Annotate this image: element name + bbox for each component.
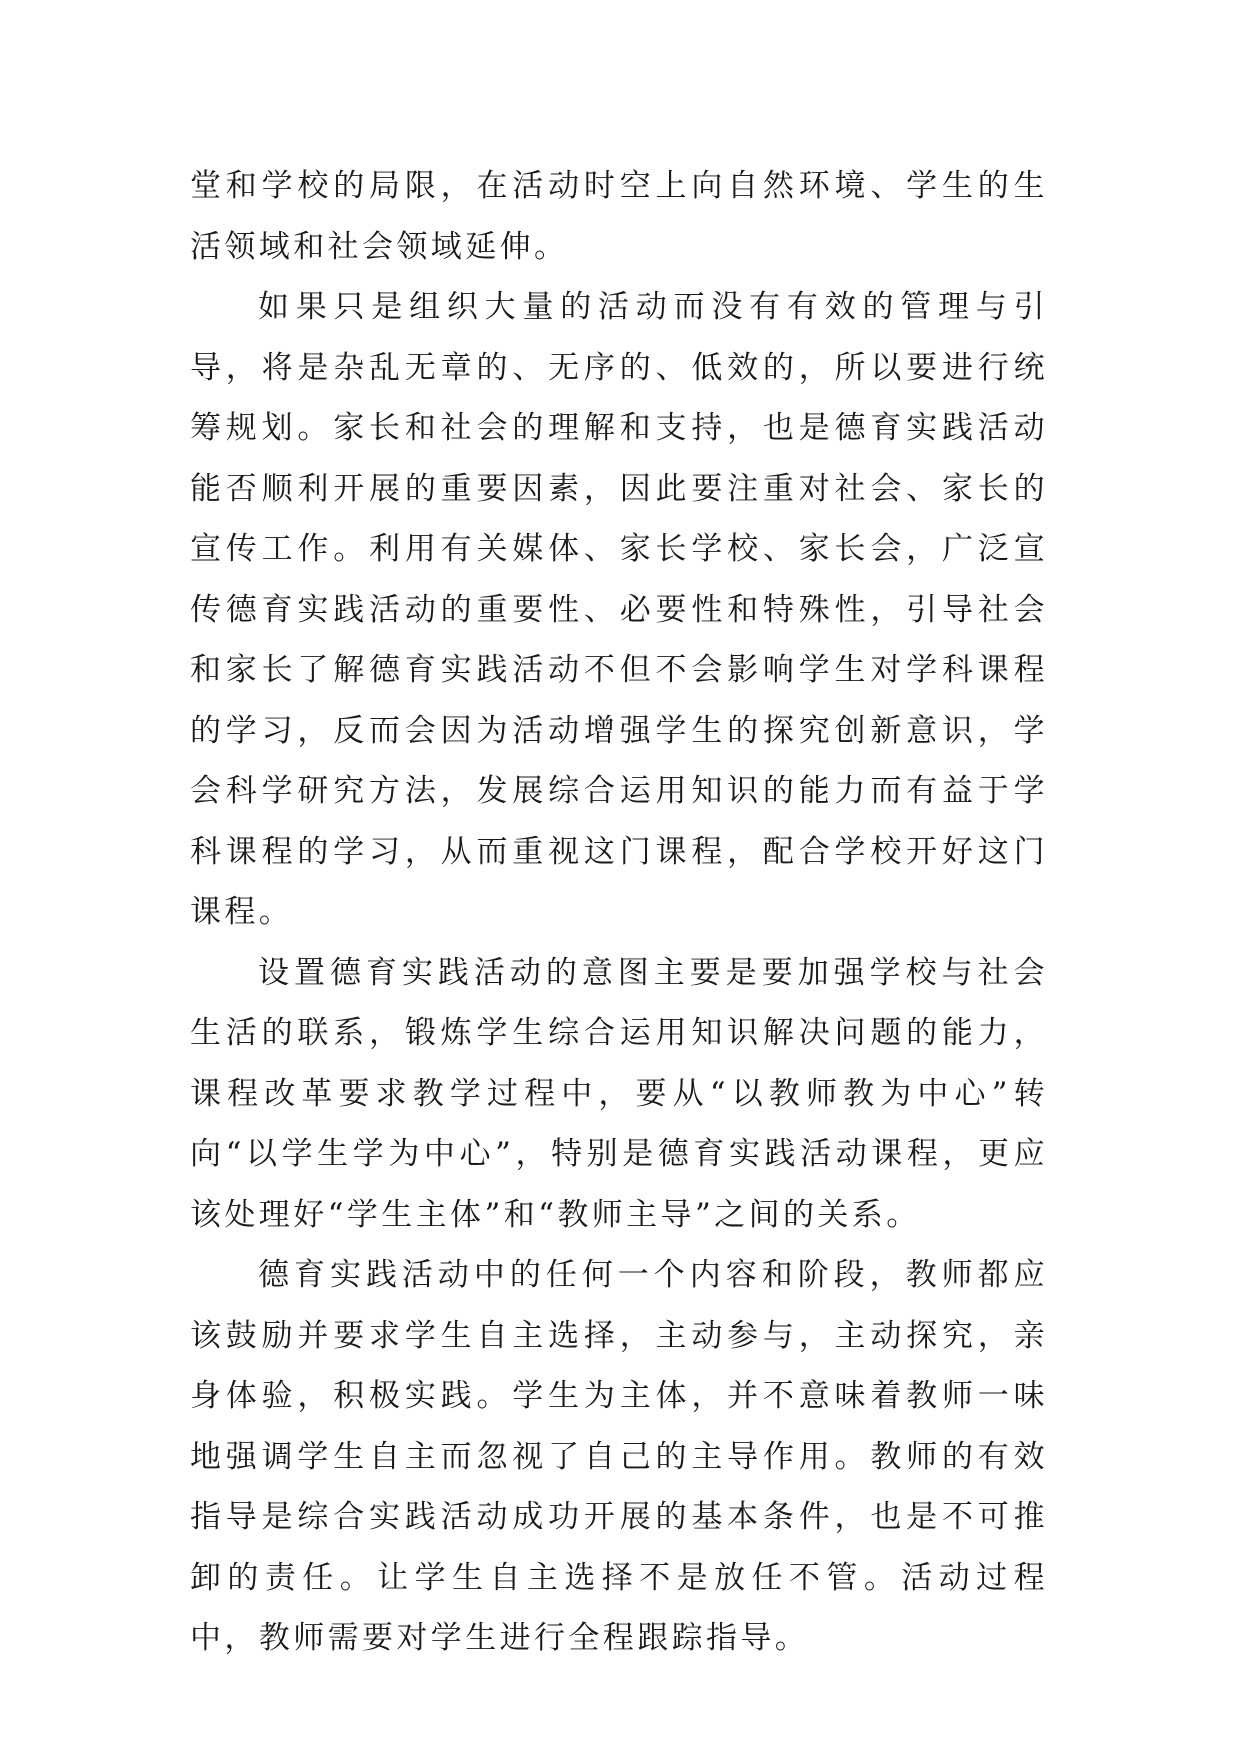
paragraph-1: 堂和学校的局限，在活动时空上向自然环境、学生的生活领域和社会领域延伸。 [190,168,1048,265]
document-body [190,156,1048,1669]
paragraph-4: 德育实践活动中的任何一个内容和阶段，教师都应该鼓励并要求学生自主选择，主动参与，主动探究，亲身体验，积极实践。学生为主体，并不意味着教师一味地强调学生自主而忽视了自己的主导作用。教师的有效指导是综合实践活动成功开展的基本条件，也是不可推卸的责任。让学生自主选择不是放任不管。活动过程中，教师需要对学生进行全程跟踪指导。 [190,1257,1048,1656]
paragraph-2: 如果只是组织大量的活动而没有有效的管理与引导，将是杂乱无章的、无序的、低效的，所以要进行统筹规划。家长和社会的理解和支持，也是德育实践活动能否顺利开展的重要因素，因此要注重对社会、家长的宣传工作。利用有关媒体、家长学校、家长会，广泛宣传德育实践活动的重要性、必要性和特殊性，引导社会和家长了解德育实践活动不但不会影响学生对学科课程的学习，反而会因为活动增强学生的探究创新意识，学会科学研究方法，发展综合运用知识的能力而有益于学科课程的学习，从而重视这门课程，配合学校开好这门课程。 [190,289,1048,930]
paragraph-3: 设置德育实践活动的意图主要是要加强学校与社会生活的联系，锻炼学生综合运用知识解决问题的能力，课程改革要求教学过程中，要从“以教师教为中心”转向“以学生学为中心”，特别是德育实践活动课程，更应该处理好“学生主体”和“教师主导”之间的关系。 [190,954,1048,1233]
